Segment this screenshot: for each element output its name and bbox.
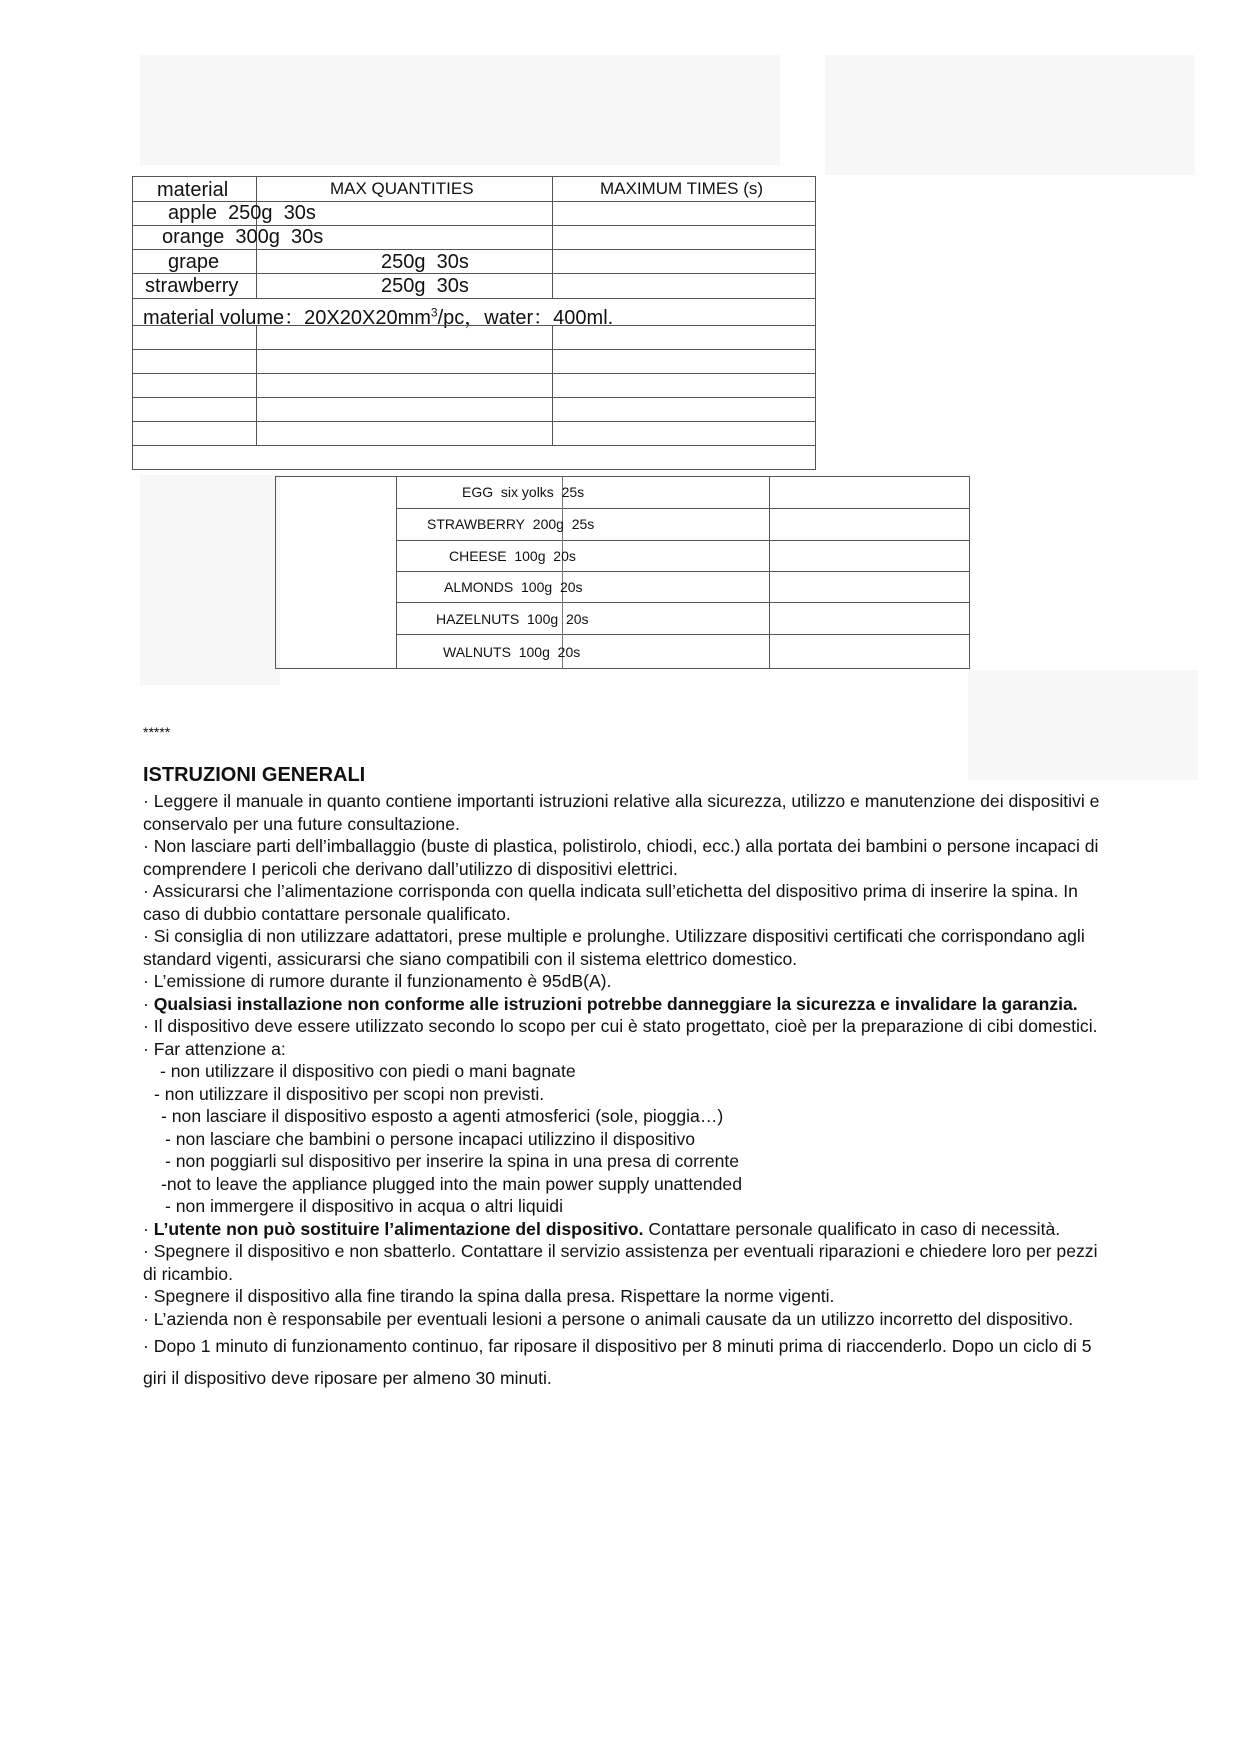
header-material: material bbox=[157, 179, 229, 201]
row-quantity: 250g bbox=[381, 275, 426, 297]
instruction-paragraph: · Leggere il manuale in quanto contiene importanti istruzioni relative alla sicurezza, utilizzo e manutenzione dei dispositivi e conservalo per una future consultazione. bbox=[143, 791, 1100, 834]
table-row-grape-values bbox=[381, 251, 469, 274]
warning-item: - non poggiarli sul dispositivo per inserire la spina in una presa di corrente bbox=[165, 1151, 740, 1171]
scan-shade-right bbox=[825, 55, 1195, 175]
empty-cell bbox=[132, 373, 257, 398]
instruction-paragraph-mixed bbox=[143, 1218, 1115, 1241]
ingredient-time: 20s bbox=[559, 579, 583, 595]
instruction-paragraph: · Assicurarsi che l’alimentazione corrisponda con quella indicata sull’etichetta del dispositivo prima di inserire la spina. In caso di dubbio contattare personale qualificato. bbox=[143, 881, 1078, 924]
instruction-paragraph: · Si consiglia di non utilizzare adattatori, prese multiple e prolunghe. Utilizzare dispositivi certificati che corrispondano agli standard vigenti, assicurarsi che siano compatibili con il sistema elettrico domestico. bbox=[143, 926, 1085, 969]
volume-superscript: 3 bbox=[430, 305, 438, 320]
empty-cell bbox=[132, 397, 257, 422]
row-cell bbox=[552, 273, 816, 299]
left-merged-cell bbox=[275, 476, 397, 669]
row-cell bbox=[769, 634, 970, 669]
bold-warning: Qualsiasi installazione non conforme alle istruzioni potrebbe danneggiare la sicurezza e invalidare la garanzia. bbox=[153, 993, 1078, 1014]
separator-stars: ***** bbox=[143, 724, 171, 740]
table-row-orange bbox=[162, 226, 323, 249]
instruction-paragraph: · Dopo 1 minuto di funzionamento continuo, far riposare il dispositivo per 8 minuti prima di riaccenderlo. Dopo un ciclo di 5 giri il dispositivo deve riposare per almeno 30 minuti. bbox=[143, 1336, 1092, 1388]
instruction-paragraph-bold bbox=[143, 993, 1115, 1016]
ingredient-quantity: 100g bbox=[518, 644, 550, 660]
warning-item: - non immergere il dispositivo in acqua o altri liquidi bbox=[165, 1196, 563, 1216]
instruction-paragraph: · Far attenzione a: bbox=[143, 1038, 286, 1059]
warning-item: - non lasciare il dispositivo esposto a agenti atmosferici (sole, pioggia…) bbox=[161, 1106, 724, 1126]
ingredient-name: ALMONDS bbox=[444, 579, 514, 595]
warning-item: - non lasciare che bambini o persone incapaci utilizzino il dispositivo bbox=[165, 1128, 696, 1149]
empty-cell bbox=[256, 325, 553, 350]
row-quantity: 300g bbox=[235, 226, 280, 248]
ingredient-name: EGG bbox=[462, 484, 494, 500]
ingredient-time: 20s bbox=[557, 644, 581, 660]
header-max-quantities: MAX QUANTITIES bbox=[330, 179, 474, 198]
table-row-strawberry-values bbox=[381, 275, 469, 298]
row-cell bbox=[552, 249, 816, 274]
bullet: · bbox=[143, 1218, 154, 1239]
ingredient-time: 25s bbox=[571, 516, 595, 532]
empty-cell bbox=[552, 325, 816, 350]
ingredient-name: STRAWBERRY bbox=[427, 516, 526, 532]
row-cell bbox=[769, 571, 970, 603]
scan-shade-right2 bbox=[968, 670, 1198, 780]
instruction-paragraph: · Spegnere il dispositivo e non sbatterlo. Contattare il servizio assistenza per eventuali riparazioni e chiedere loro per pezzi di ricambio. bbox=[143, 1241, 1098, 1284]
instruction-paragraph: · L’emissione di rumore durante il funzionamento è 95dB(A). bbox=[143, 971, 612, 991]
row-time: 30s bbox=[283, 202, 316, 224]
ingredient-row-almonds bbox=[444, 579, 583, 595]
warning-item: -not to leave the appliance plugged into the main power supply unattended bbox=[161, 1173, 743, 1194]
ingredient-quantity: 200g bbox=[532, 516, 564, 532]
table-row-apple bbox=[168, 202, 316, 225]
ingredient-name: CHEESE bbox=[449, 548, 507, 564]
instruction-paragraph: · Spegnere il dispositivo alla fine tirando la spina dalla presa. Rispettare la norme vigenti. bbox=[143, 1286, 835, 1306]
empty-cell bbox=[552, 349, 816, 374]
empty-cell bbox=[256, 421, 553, 446]
empty-cell bbox=[552, 421, 816, 446]
empty-cell bbox=[132, 421, 257, 446]
ingredient-quantity: 100g bbox=[527, 611, 559, 627]
row-cell bbox=[552, 201, 816, 226]
ingredient-quantity: six yolks bbox=[500, 484, 554, 500]
row-material: apple bbox=[168, 202, 217, 224]
row-quantity: 250g bbox=[228, 202, 273, 224]
scan-shade-left bbox=[140, 475, 280, 685]
row-cell bbox=[769, 602, 970, 635]
instruction-paragraph: · L’azienda non è responsabile per eventuali lesioni a persone o animali causate da un utilizzo incorretto del dispositivo. bbox=[143, 1308, 1074, 1329]
row-cell bbox=[552, 225, 816, 250]
empty-cell bbox=[552, 373, 816, 398]
row-cell bbox=[769, 508, 970, 541]
ingredient-time: 25s bbox=[561, 484, 585, 500]
empty-cell bbox=[132, 349, 257, 374]
row-time: 30s bbox=[436, 251, 469, 273]
row-material: grape bbox=[168, 251, 220, 273]
empty-cell bbox=[256, 397, 553, 422]
row-time: 30s bbox=[436, 275, 469, 297]
warning-item: - non utilizzare il dispositivo con piedi o mani bagnate bbox=[160, 1061, 576, 1081]
ingredient-row-cheese bbox=[449, 548, 576, 564]
ingredient-quantity: 100g bbox=[521, 579, 553, 595]
ingredient-name: HAZELNUTS bbox=[436, 611, 520, 627]
row-material: strawberry bbox=[145, 275, 239, 297]
row-time: 30s bbox=[291, 226, 324, 248]
bold-warning: L’utente non può sostituire l’alimentazione del dispositivo. bbox=[153, 1218, 644, 1239]
section-title: ISTRUZIONI GENERALI bbox=[143, 764, 366, 786]
ingredient-time: 20s bbox=[553, 548, 576, 564]
row-cell bbox=[769, 476, 970, 509]
row-cell bbox=[769, 540, 970, 572]
instructions-body bbox=[143, 790, 1115, 1394]
inner-divider bbox=[562, 476, 563, 669]
row-quantity: 250g bbox=[381, 251, 426, 273]
empty-cell bbox=[132, 325, 257, 350]
volume-prefix: material volume：20X20X20mm bbox=[143, 307, 431, 329]
ingredient-row-walnuts bbox=[443, 644, 580, 660]
instruction-paragraph: · Non lasciare parti dell’imballaggio (buste di plastica, polistirolo, chiodi, ecc.) alla portata dei bambini o persone incapaci di comprendere I pericoli che derivano dall’utilizzo di dispositivi elettrici. bbox=[143, 836, 1099, 879]
volume-suffix: /pc，water：400ml. bbox=[437, 307, 614, 329]
scan-shade-top bbox=[140, 55, 780, 165]
ingredient-row-strawberry bbox=[427, 516, 594, 532]
ingredient-time: 20s bbox=[565, 611, 589, 627]
ingredient-name: WALNUTS bbox=[443, 644, 511, 660]
header-max-times: MAXIMUM TIMES (s) bbox=[600, 179, 764, 198]
empty-cell bbox=[256, 349, 553, 374]
paragraph-rest: Contattare personale qualificato in caso di necessità. bbox=[643, 1218, 1061, 1239]
ingredient-quantity: 100g bbox=[514, 548, 546, 564]
empty-cell bbox=[256, 373, 553, 398]
ingredient-row-egg bbox=[462, 484, 584, 500]
bullet: · bbox=[143, 993, 154, 1014]
warning-item: - non utilizzare il dispositivo per scopi non previsti. bbox=[154, 1083, 545, 1104]
empty-wide-cell bbox=[132, 445, 816, 470]
ingredient-row-hazelnuts bbox=[436, 611, 589, 627]
empty-cell bbox=[552, 397, 816, 422]
row-material: orange bbox=[162, 226, 225, 248]
instruction-paragraph: · Il dispositivo deve essere utilizzato secondo lo scopo per cui è stato progettato, cioè per la preparazione di cibi domestici. bbox=[143, 1016, 1098, 1036]
